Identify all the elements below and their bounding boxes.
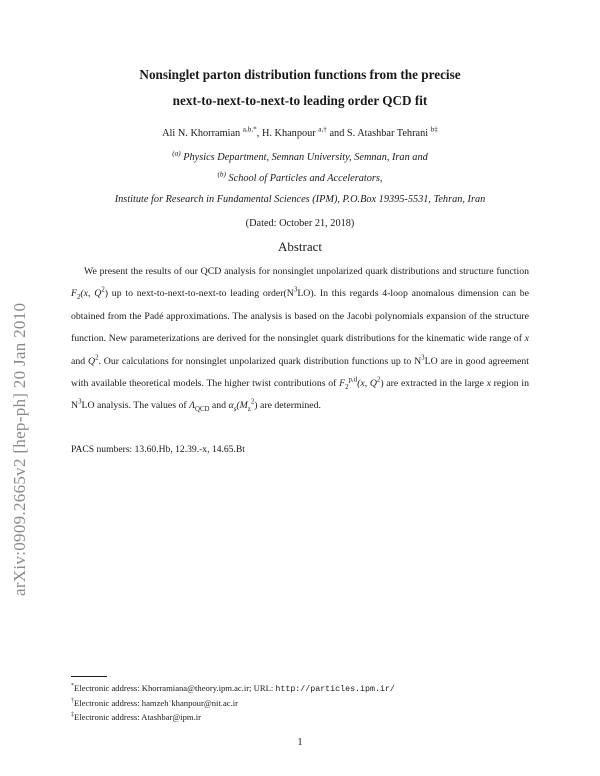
author-separator: and S. Atashbar Tehrani — [326, 128, 429, 139]
footnote-mark: † — [71, 698, 75, 705]
author-list — [40, 125, 560, 139]
date-line: (Dated: October 21, 2018) — [245, 218, 355, 229]
affiliation-text: Physics Department, Semnan University, Semnan, Iran and — [183, 152, 428, 163]
title-line-2: next-to-next-to-next-to leading order QCD fit — [172, 93, 428, 108]
affiliation-text: School of Particles and Accelerators, — [228, 173, 383, 184]
affiliation-a — [40, 149, 560, 163]
author-separator: , H. Khanpour — [256, 128, 316, 139]
affiliation-mark: (a) — [172, 149, 181, 158]
author-1: Ali N. Khorramian — [162, 128, 241, 139]
affiliation-b — [40, 170, 560, 184]
footnote-divider — [71, 676, 107, 677]
title-line-1: Nonsinglet parton distribution functions from the precise — [139, 67, 461, 82]
abstract-body: We present the results of our QCD analysis for nonsinglet unpolarized quark distributions and structure function $F_2(x$, $Q^2$) up to next-to-next-to-next-to leading $order(N^3LO)$. In this regards 4-loop anomalous dimension can be obtained from the Padé approximations. The analysis is based on the Jacobi polynomials expansion of the structure function. New parameterizations are derived for the nonsinglet quark distributions for the kinematic wide range of x and $Q^2$. Our calculations for nonsinglet unpolarized quark distribution functions up to $N^3LO$ are in good agreement with available theoretical models. The higher twist contributions of $F_2^{p,d}(x$, $Q^2$) are extracted in the large x region in $N^3LO$ analysis. The values of $\Lambda_{QCD}$ and $\alpha_s(M_z^2)$ are determined. — [71, 266, 529, 414]
footnote-text: Electronic address: hamzeh˙khanpour@nit.ac.ir — [74, 698, 238, 708]
footnote-1 — [71, 683, 395, 694]
author-2-affiliation: a,† — [318, 125, 327, 134]
footnote-3 — [71, 712, 201, 722]
footnote-mark: ‡ — [71, 712, 75, 719]
footnote-url-link[interactable]: http://particles.ipm.ir/ — [275, 685, 395, 694]
arxiv-identifier: arXiv:0909.2665v2 [hep-ph] 20 Jan 2010 — [10, 302, 29, 596]
affiliation-mark: (b) — [217, 170, 226, 179]
abstract-heading: Abstract — [277, 239, 323, 254]
footnote-text: Electronic address: Khorramiana@theory.ipm.ac.ir; URL: — [74, 683, 276, 693]
pacs-numbers: PACS numbers: 13.60.Hb, 12.39.-x, 14.65.Bt — [71, 444, 245, 455]
page-number: 1 — [297, 737, 303, 748]
footnote-text: Electronic address: Atashbar@ipm.ir — [74, 712, 202, 722]
affiliation-b-institute: Institute for Research in Fundamental Sciences (IPM), P.O.Box 19395-5531, Tehran, Iran — [114, 194, 486, 205]
author-1-affiliation: a,b,* — [242, 125, 257, 134]
footnote-2 — [71, 698, 238, 708]
footnote-mark: * — [71, 683, 75, 690]
author-3-affiliation: b‡ — [430, 125, 438, 134]
